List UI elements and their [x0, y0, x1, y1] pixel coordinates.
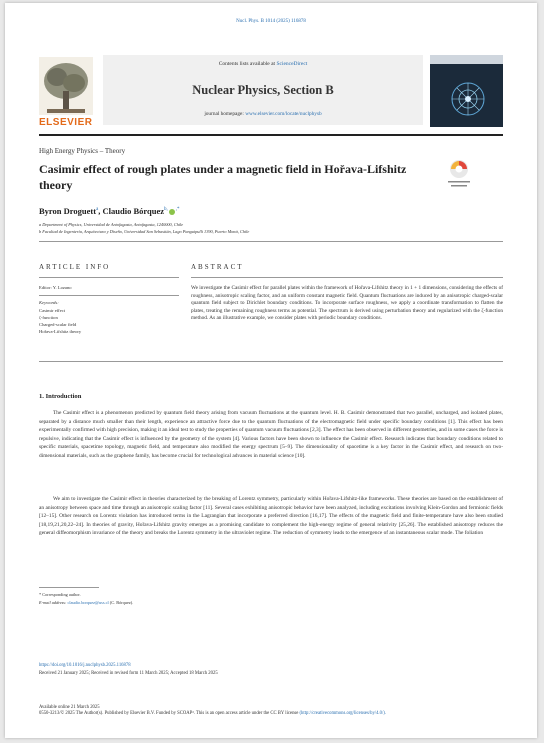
journal-homepage-link[interactable]: www.elsevier.com/locate/nuclphysb	[245, 111, 322, 117]
introduction-heading: 1. Introduction	[39, 393, 82, 400]
homepage-prefix: journal homepage:	[204, 111, 244, 117]
divider	[191, 277, 503, 278]
email-line	[39, 600, 133, 606]
abstract-text: We investigate the Casimir effect for parallel plates within the framework of Hořava-Lifshitz theory in 1 + 1 dimensions, considering the effects of roughness, anisotropic scaling factor, and an uniform constant magnetic field. Quantum fluctuations are induced by an anisotropic charged-scalar quantum field subject to Dirichlet boundary conditions. To incorporate surface roughness, we apply a coordinate transformation to flatten the plates, treating the remaining roughness terms as potential. The spectrum is derived using perturbation theory and regularized with the ζ-function method. As an illustrative example, we consider plates with periodic boundary conditions.	[191, 285, 503, 322]
journal-cover-image	[430, 55, 503, 127]
affiliation-marker[interactable]: b,	[164, 207, 168, 213]
journal-header	[103, 55, 423, 125]
contents-line	[103, 61, 423, 67]
divider	[39, 241, 503, 242]
affiliation: a Department of Physics, Universidad de Antofagasta, Antofagasta, 1240000, Chile	[39, 222, 184, 227]
copyright-text: 0550-3213/© 2025 The Author(s). Published by Elsevier B.V. Funded by SCOAP³. This is an open access article under the CC BY license	[39, 711, 299, 717]
corresponding-author-note: * Corresponding author.	[39, 592, 81, 597]
keyword: Hořava-Lifshitz theory	[39, 329, 82, 334]
author-name[interactable]: Byron Droguett	[39, 206, 97, 216]
copyright-block	[39, 705, 503, 718]
affiliation: b Facultad de Ingeniería, Arquitectura y Diseño, Universidad San Sebastián, Lago Panguipulli 1390, Puerto Montt, Chile	[39, 229, 250, 234]
body-paragraph: We aim to investigate the Casimir effect in theories characterized by the breaking of Lorentz symmetry, particularly within Hořava-Lifshitz-like frameworks. These theories are based on the establishment of an anisotropy between space and time through an anisotropic scaling factor [11]. Several cases exhibiting anisotropic behavior have been analyzed, including excitations involving Klein-Gordon and fermionic fields [12–15]. Other research on Lorentz violation has introduced terms in the Lagrangian that incorporate a preferred direction [16,17]. The effects of the magnetic field and finite-temperature have also been studied [18,19,21,20,22–24]. In theories of gravity, Hořava-Lifshitz gravity emerges as a promising candidate to complement the high-energy regime of general relativity [25,26]. The established anisotropy reduces the general diffeomorphism invariance of the theory and breaks the Lorentz symmetry in the ultraviolet regime. The reduction of symmetry leads to the emergence of an instantaneous scalar mode. The foliation	[39, 496, 503, 537]
keyword: ζ-function	[39, 315, 58, 320]
email-label: E-mail address:	[39, 600, 67, 605]
divider	[39, 361, 503, 362]
corresponding-marker[interactable]: ,*	[175, 207, 180, 213]
orcid-icon[interactable]	[169, 209, 175, 215]
available-online: Available online 21 March 2025	[39, 705, 100, 710]
publisher-name: ELSEVIER	[39, 117, 93, 128]
keyword: Casimir effect	[39, 308, 66, 313]
divider	[39, 295, 179, 296]
license-link[interactable]: (http://creativecommons.org/licenses/by/4.0/).	[299, 711, 386, 717]
contents-prefix: Contents lists available at	[218, 61, 276, 67]
email-name: (C. Bórquez).	[109, 600, 134, 605]
paper-page	[5, 3, 537, 738]
keywords-heading: Keywords:	[39, 300, 59, 305]
article-info-heading: ARTICLE INFO	[39, 263, 111, 271]
body-paragraph: The Casimir effect is a phenomenon predicted by quantum field theory arising from vacuum fluctuations at the quantum level. H. B. Casimir demonstrated that two parallel, uncharged, and isolated plates, separated by a distance much smaller than their length, experience an attractive force due to the quantum fluctuations of the electromagnetic field under specific boundary conditions [1]. This effect has been experimentally confirmed with high precision, making it an ideal test to study the properties of quantum vacuum fluctuations [2,3]. The effect has been observed in different geometries, and in some cases the force is repulsive, indicating that the Casimir effect is influenced by the geometry of the system [4]. Various factors have been shown to influence the Casimir effect. Research indicates that boundary conditions related to specific materials, spacetime topology, magnetic field, and temperature also modified the energy spectrum [5–9]. The dimensionality of spacetime is a key factor in the Casimir effect, and research on two-dimensional materials, such as the graphene family, has become crucial for technological advances in material science [10].	[39, 410, 503, 459]
sciencedirect-link[interactable]: ScienceDirect	[276, 61, 308, 67]
affiliation-marker[interactable]: a	[96, 207, 99, 213]
check-for-updates-badge[interactable]	[445, 157, 473, 191]
footnote-rule	[39, 587, 99, 588]
email-link[interactable]: claudio.borquez@uss.cl	[67, 600, 109, 605]
article-section: High Energy Physics – Theory	[39, 147, 126, 155]
author-list: Byron Droguett$^a$, Claudio Bórquez$^{b,}$ ,*	[39, 206, 180, 216]
keyword: Charged-scalar field	[39, 322, 77, 327]
author-name[interactable]: Claudio Bórquez	[102, 206, 165, 216]
homepage-line	[103, 111, 423, 117]
journal-citation[interactable]: Nucl. Phys. B 1014 (2025) 116878	[236, 19, 306, 24]
abstract-heading: ABSTRACT	[191, 263, 244, 271]
journal-title: Nuclear Physics, Section B	[192, 83, 334, 97]
received-dates: Received 21 January 2025; Received in revised form 11 March 2025; Accepted 18 March 2025	[39, 671, 218, 676]
editor-line: Editor: Y. Lozano	[39, 285, 72, 290]
article-title: Casimir effect of rough plates under a magnetic field in Hořava-Lifshitz theory	[39, 162, 407, 192]
doi-link[interactable]: https://doi.org/10.1016/j.nuclphysb.2025.116878	[39, 663, 131, 668]
divider	[39, 277, 179, 278]
header-rule	[39, 134, 503, 136]
